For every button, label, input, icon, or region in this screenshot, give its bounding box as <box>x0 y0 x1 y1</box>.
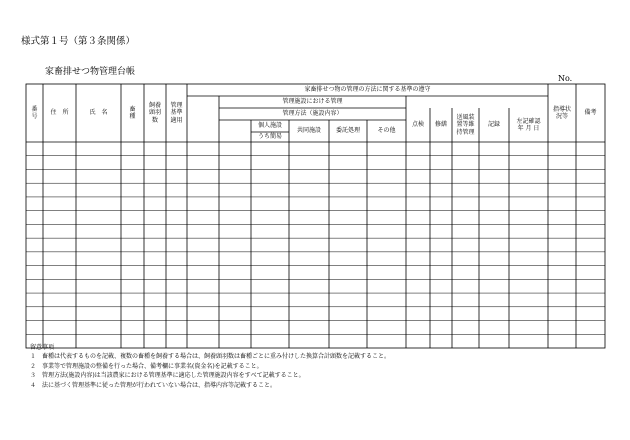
header-standard-target: 管理 基準 適用 <box>170 101 183 124</box>
header-guidance: 指導状 況等 <box>552 105 571 120</box>
header-compliance-group: 家畜排せつ物の管理の方法に関する基準の遵守 <box>304 86 431 94</box>
header-ventilation-maintenance: 送風装 置等維 持管理 <box>456 113 475 136</box>
header-method-group: 管理方法（施設内容） <box>282 110 343 118</box>
note-item: ２ 事業等で管理施設の整備を行った場合、備考欄に事業名(資金名)を記載すること。 <box>30 362 263 370</box>
document-title: 家畜排せつ物管理台帳 <box>45 67 136 77</box>
header-inspection: 点検 <box>411 121 424 129</box>
header-livestock-type: 畜 種 <box>129 105 136 120</box>
header-remarks: 備考 <box>584 109 597 117</box>
header-address: 住 所 <box>50 109 69 117</box>
header-head-count: 飼養 頭羽 数 <box>148 101 161 124</box>
header-number: 番 号 <box>31 105 38 120</box>
header-name: 氏 名 <box>89 109 108 117</box>
note-item: １ 畜種は代表するものを記載、複数の畜種を飼養する場合は、飼養頭羽数は畜種ごとに重み付けした換算合計頭数を記載すること。 <box>30 353 391 361</box>
header-individual-facility: 個人施設 <box>257 122 282 130</box>
header-outsourced: 委託処理 <box>335 127 360 135</box>
header-other: その他 <box>377 127 396 135</box>
header-repair: 修繕 <box>434 121 447 129</box>
notes-heading: 留意事項 <box>30 344 55 351</box>
header-facility-group: 管理施設における管理 <box>282 98 343 106</box>
note-item: ３ 管理方法(施設内容)は当該農家における管理基準に適応した管理施設内容をすべて記載すること。 <box>30 372 305 380</box>
note-item: ４ 法に基づく管理基準に従った管理が行われていない場合は、指導内容等記載すること。 <box>30 381 277 389</box>
form-number-label: 様式第１号（第３条関係） <box>21 36 136 47</box>
number-label: No. <box>558 74 573 83</box>
ledger-table <box>26 84 605 348</box>
header-blank-cell <box>219 120 251 142</box>
notes-section <box>30 343 390 390</box>
header-record: 記録 <box>487 121 500 129</box>
header-confirm-date: 左記確認 年 月 日 <box>516 117 541 132</box>
header-shared-facility: 共同施設 <box>296 127 321 135</box>
header-of-which-simple: うち簡易 <box>257 133 282 141</box>
